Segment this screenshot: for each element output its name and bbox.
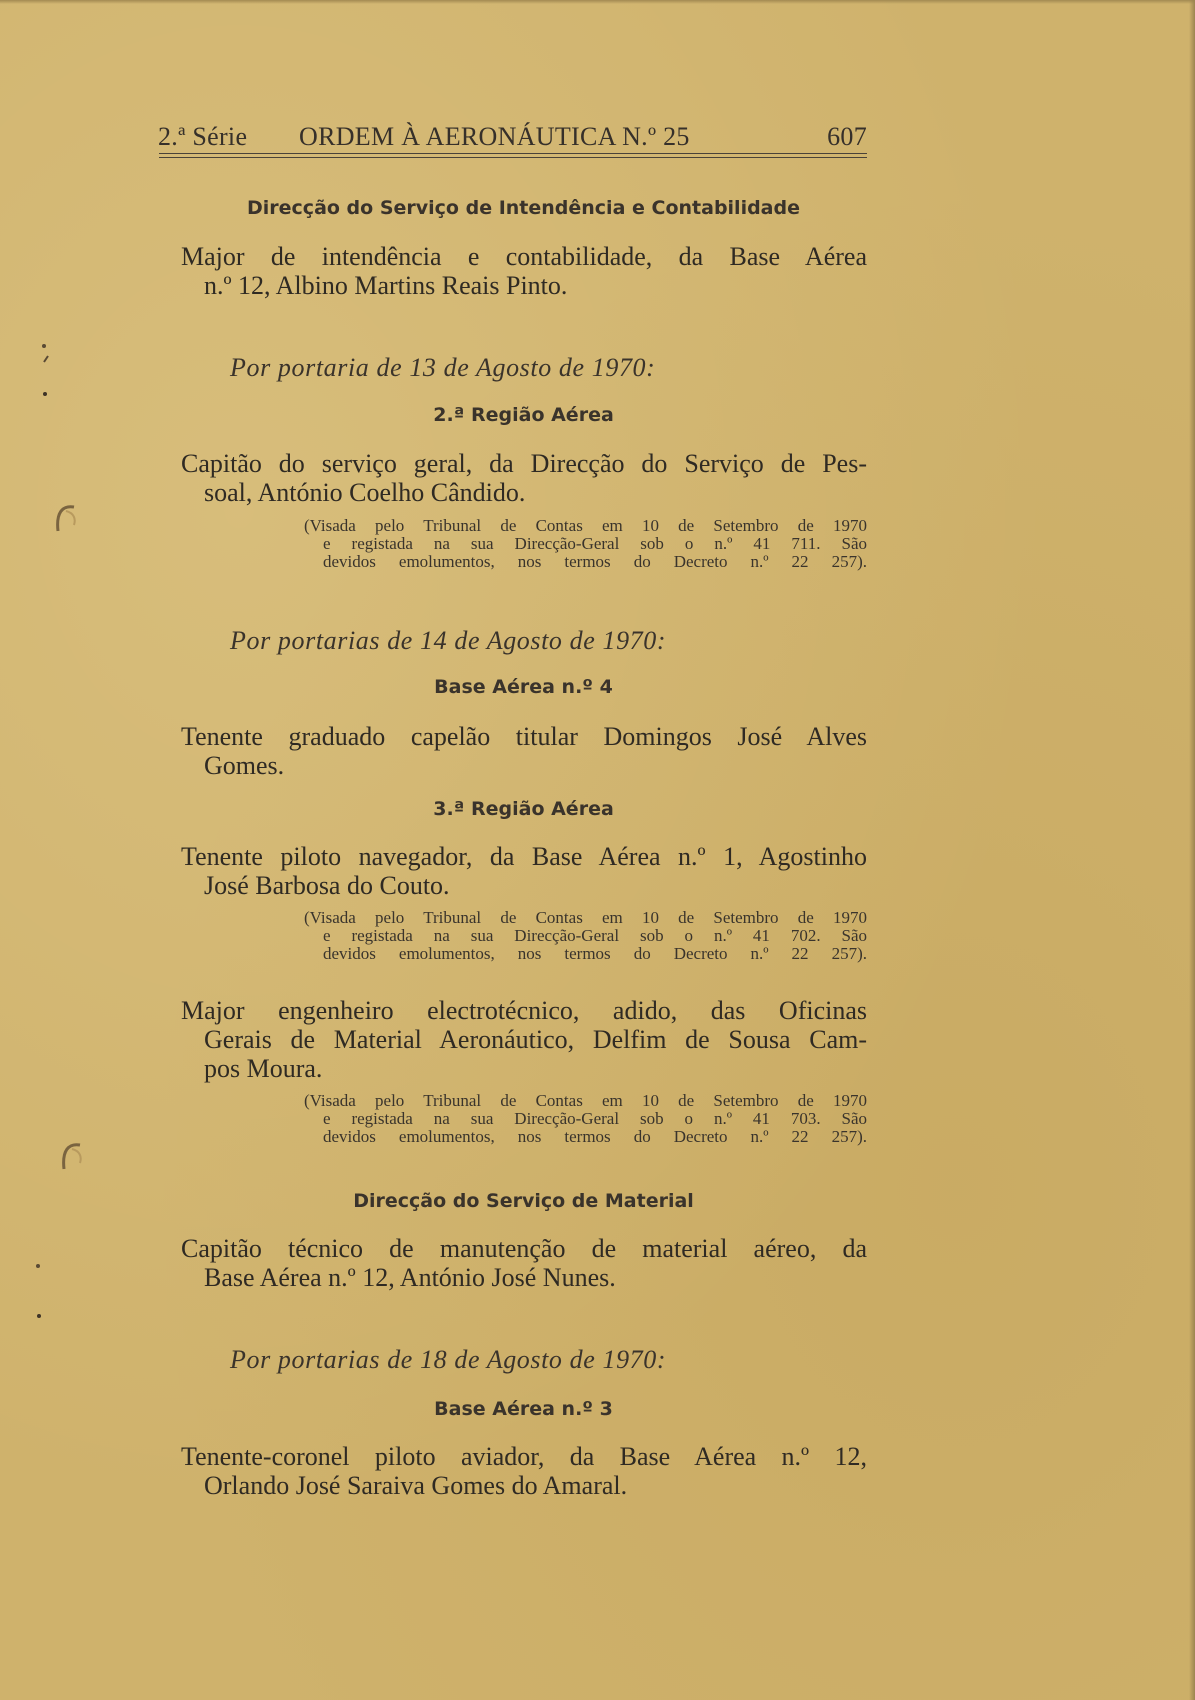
visada-note-41702: [304, 909, 867, 963]
portaria-heading-18-agosto: Por portarias de 18 de Agosto de 1970:: [230, 1345, 667, 1374]
paragraph-major-intendencia: [181, 242, 867, 300]
section-heading-base-aerea-4: Base Aérea n.º 4: [434, 676, 613, 698]
visada-note-41711: [304, 517, 867, 571]
visada-line: (Visada pelo Tribunal de Contas em 10 de Setembro de 1970: [304, 908, 867, 927]
header-serie: 2.ª Série: [158, 122, 248, 151]
paragraph-line: Major de intendência e contabilidade, da Base Aérea: [181, 242, 867, 271]
paragraph-line: soal, António Coelho Cândido.: [204, 478, 526, 507]
section-heading-intendencia: Direcção do Serviço de Intendência e Contabilidade: [247, 197, 800, 219]
page-number: 607: [827, 122, 867, 151]
paragraph-line: Base Aérea n.º 12, António José Nunes.: [204, 1263, 616, 1292]
header-rule-bottom: [159, 157, 867, 158]
page-edge-right: [1189, 0, 1195, 1700]
margin-speck-icon: [30, 1260, 46, 1320]
paragraph-line: José Barbosa do Couto.: [204, 871, 450, 900]
paragraph-capitao-tecnico: [181, 1234, 867, 1292]
visada-line: (Visada pelo Tribunal de Contas em 10 de Setembro de 1970: [304, 1091, 867, 1110]
paragraph-tenente-coronel: [181, 1442, 867, 1500]
margin-speck-icon: [36, 340, 52, 400]
paragraph-line: Orlando José Saraiva Gomes do Amaral.: [204, 1471, 628, 1500]
paragraph-tenente-capelao: [181, 722, 867, 780]
paragraph-line: Tenente-coronel piloto aviador, da Base Aérea n.º 12,: [181, 1442, 867, 1471]
paragraph-line: Capitão do serviço geral, da Direcção do Serviço de Pes-: [181, 449, 867, 478]
paragraph-line: Capitão técnico de manutenção de material aéreo, da: [181, 1234, 867, 1263]
paragraph-capitao-servico-geral: [181, 449, 867, 507]
paragraph-line: pos Moura.: [204, 1054, 323, 1083]
portaria-heading-13-agosto: Por portaria de 13 de Agosto de 1970:: [230, 353, 656, 382]
section-heading-material: Direcção do Serviço de Material: [353, 1190, 694, 1212]
visada-line: devidos emolumentos, nos termos do Decreto n.º 22 257).: [323, 944, 867, 963]
paragraph-line: Tenente piloto navegador, da Base Aérea n.º 1, Agostinho: [181, 842, 867, 871]
binder-mark-icon: [52, 503, 78, 533]
paragraph-line: Tenente graduado capelão titular Domingos José Alves: [181, 722, 867, 751]
paragraph-line: Gerais de Material Aeronáutico, Delfim de Sousa Cam-: [204, 1025, 867, 1054]
visada-line: e registada na sua Direcção-Geral sob o n.º 41 703. São: [323, 1109, 867, 1128]
portaria-heading-14-agosto: Por portarias de 14 de Agosto de 1970:: [230, 626, 667, 655]
visada-line: e registada na sua Direcção-Geral sob o n.º 41 711. São: [323, 534, 867, 553]
binder-mark-icon: [58, 1141, 84, 1171]
visada-line: devidos emolumentos, nos termos do Decreto n.º 22 257).: [323, 552, 867, 571]
paragraph-tenente-piloto-navegador: [181, 842, 867, 900]
header-rule-top: [159, 153, 867, 154]
paragraph-line: Major engenheiro electrotécnico, adido, das Oficinas: [181, 996, 867, 1025]
paragraph-major-engenheiro: [181, 996, 867, 1083]
header-title: ORDEM À AERONÁUTICA N.º 25: [299, 122, 690, 151]
section-heading-2-regiao: 2.ª Região Aérea: [433, 404, 614, 426]
section-heading-3-regiao: 3.ª Região Aérea: [433, 798, 614, 820]
running-header: [155, 122, 867, 156]
visada-line: (Visada pelo Tribunal de Contas em 10 de Setembro de 1970: [304, 516, 867, 535]
visada-line: e registada na sua Direcção-Geral sob o n.º 41 702. São: [323, 926, 867, 945]
page-edge-top: [0, 0, 1195, 4]
paragraph-line: n.º 12, Albino Martins Reais Pinto.: [204, 271, 568, 300]
section-heading-base-aerea-3: Base Aérea n.º 3: [434, 1398, 613, 1420]
visada-note-41703: [304, 1092, 867, 1146]
visada-line: devidos emolumentos, nos termos do Decreto n.º 22 257).: [323, 1127, 867, 1146]
paragraph-line: Gomes.: [204, 751, 285, 780]
